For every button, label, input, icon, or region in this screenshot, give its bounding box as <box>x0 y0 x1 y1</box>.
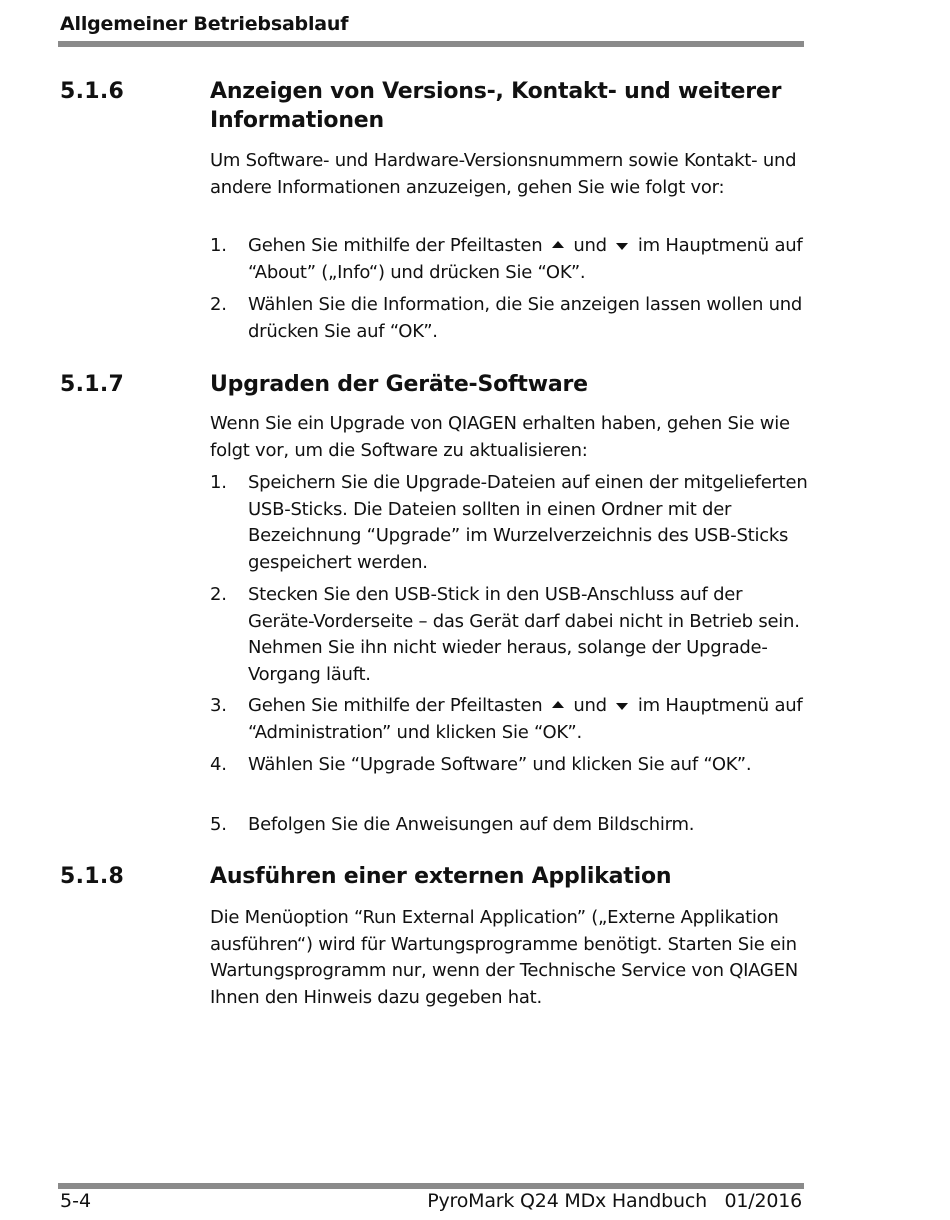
arrow-down-key-icon <box>616 243 628 250</box>
list-item <box>210 752 810 779</box>
list-item-number: 2. <box>210 584 227 605</box>
list-item-text: Gehen Sie mithilfe der Pfeiltasten <box>248 695 543 716</box>
section-intro: Um Software- und Hardware-Versionsnummern sowie Kontakt- und andere Informationen anzuzeigen, gehen Sie wie folgt vor: <box>210 150 797 198</box>
list-item-text: Wählen Sie die Information, die Sie anzeigen lassen wollen und drücken Sie auf “OK”. <box>248 294 803 342</box>
header-rule <box>58 41 804 47</box>
footer-book-title: PyroMark Q24 MDx Handbuch 01/2016 <box>427 1190 802 1212</box>
list-item-text: Wählen Sie “Upgrade Software” und klicken Sie auf “OK”. <box>248 754 752 775</box>
list-item <box>210 812 810 839</box>
arrow-up-key-icon <box>552 241 564 248</box>
list-item <box>210 292 810 345</box>
list-item-text: Gehen Sie mithilfe der Pfeiltasten <box>248 235 543 256</box>
list-item-text: Speichern Sie die Upgrade-Dateien auf einen der mitgelieferten USB-Sticks. Die Dateien sollten in einen Ordner mit der Bezeichnung “Upgrade” im Wurzelverzeichnis des USB-Sticks gespeichert werden. <box>248 472 808 573</box>
list-item-number: 4. <box>210 754 227 775</box>
list-item-number: 5. <box>210 814 227 835</box>
arrow-down-key-icon <box>616 703 628 710</box>
section-number: 5.1.8 <box>60 864 125 889</box>
section-title: Upgraden der Geräte-Software <box>210 372 588 397</box>
arrow-up-key-icon <box>552 701 564 708</box>
list-item-text: im Hauptmenü auf “Administration” und klicken Sie “OK”. <box>248 695 803 743</box>
section-title: Anzeigen von Versions-, Kontakt- und weiterer Informationen <box>210 79 782 133</box>
section-number: 5.1.6 <box>60 79 125 104</box>
section-intro: Wenn Sie ein Upgrade von QIAGEN erhalten haben, gehen Sie wie folgt vor, um die Software zu aktualisieren: <box>210 413 790 461</box>
list-item <box>210 233 810 286</box>
list-item <box>210 693 810 746</box>
page-number: 5-4 <box>60 1190 92 1212</box>
list-item-number: 1. <box>210 472 227 493</box>
list-item-number: 1. <box>210 235 227 256</box>
list-item-text: Stecken Sie den USB-Stick in den USB-Anschluss auf der Geräte-Vorderseite – das Gerät darf dabei nicht in Betrieb sein. Nehmen Sie ihn nicht wieder heraus, solange der Upgrade-Vorgang läuft. <box>248 584 800 685</box>
running-header: Allgemeiner Betriebsablauf <box>60 13 349 35</box>
footer-rule <box>58 1183 804 1189</box>
list-item-number: 3. <box>210 695 227 716</box>
list-item <box>210 582 810 688</box>
list-item-text: im Hauptmenü auf “About” („Info“) und drücken Sie “OK”. <box>248 235 803 283</box>
list-item <box>210 470 810 576</box>
section-title: Ausführen einer externen Applikation <box>210 864 672 889</box>
section-number: 5.1.7 <box>60 372 125 397</box>
list-item-text: und <box>573 695 607 716</box>
section-intro: Die Menüoption “Run External Application” („Externe Applikation ausführen“) wird für Wartungsprogramme benötigt. Starten Sie ein Wartungsprogramm nur, wenn der Technische Service von QIAGEN Ihnen den Hinweis dazu gegeben hat. <box>210 907 798 1008</box>
list-item-number: 2. <box>210 294 227 315</box>
list-item-text: und <box>573 235 607 256</box>
list-item-text: Befolgen Sie die Anweisungen auf dem Bildschirm. <box>248 814 695 835</box>
